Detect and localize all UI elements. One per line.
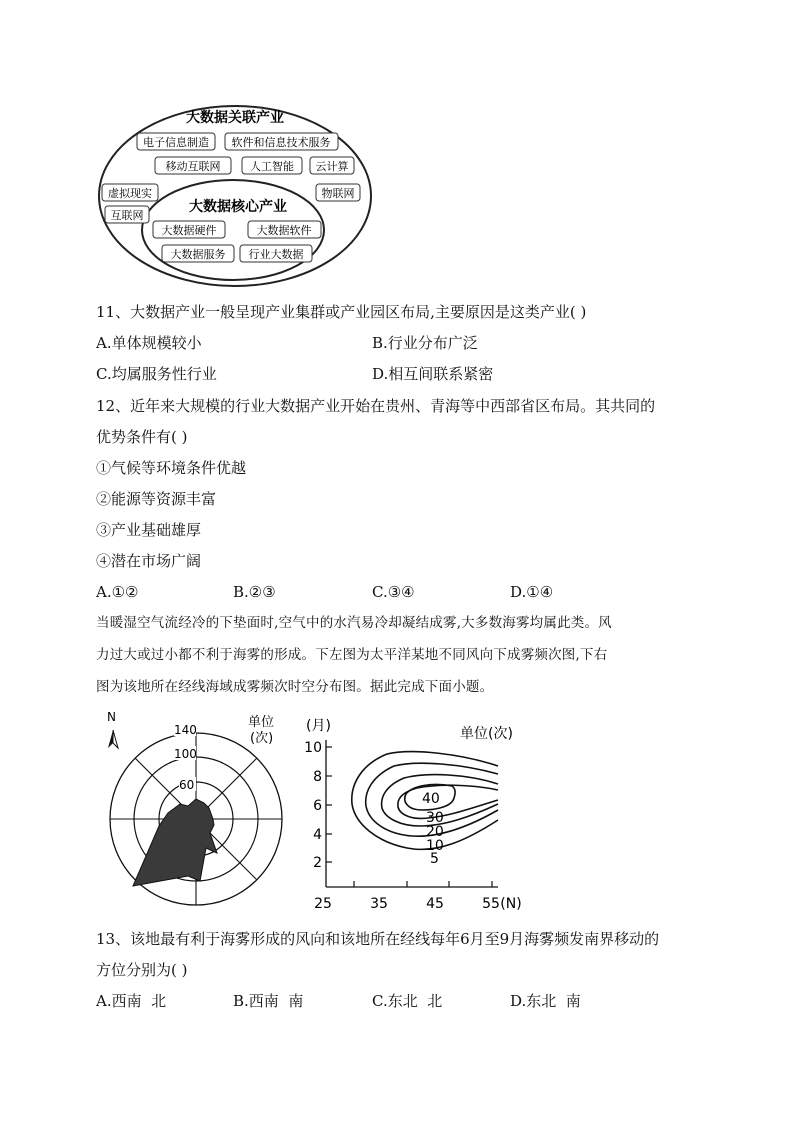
outer-item: 人工智能 (250, 160, 294, 173)
q12-option-a: A.①② (96, 583, 139, 601)
y-tick: 4 (313, 827, 322, 843)
contour-label: 30 (426, 810, 444, 826)
unit-label-sub: (次) (250, 731, 274, 746)
ring-label: 100 (174, 747, 197, 761)
q11-option-a: A.单体规模较小 (96, 334, 202, 352)
passage-line-1: 当暖湿空气流经冷的下垫面时,空气中的水汽易冷却凝结成雾,大多数海雾均属此类。风 (96, 615, 612, 631)
inner-item: 行业大数据 (248, 248, 304, 261)
ring-label: 140 (174, 723, 197, 737)
q12-stem-line2: 优势条件有( ) (96, 428, 188, 446)
outer-title: 大数据关联产业 (186, 110, 284, 126)
y-axis-label: (月) (306, 718, 331, 734)
q11-option-d: D.相互间联系紧密 (372, 365, 494, 383)
wind-rose-chart (96, 706, 296, 906)
passage-line-2: 力过大或过小都不利于海雾的形成。下左图为太平洋某地不同风向下成雾频次图,下右 (96, 647, 608, 663)
outer-item: 电子信息制造 (143, 136, 209, 149)
inner-item: 大数据软件 (256, 224, 312, 237)
industry-diagram (95, 100, 380, 290)
passage-line-3: 图为该地所在经线海域成雾频次时空分布图。据此完成下面小题。 (96, 679, 494, 695)
q11-stem: 11、大数据产业一般呈现产业集群或产业园区布局,主要原因是这类产业( ) (96, 303, 587, 321)
contour-label: 5 (430, 851, 439, 867)
y-tick: 8 (313, 769, 322, 785)
outer-item: 软件和信息技术服务 (231, 136, 331, 149)
q13-option-b: B.西南 南 (233, 992, 304, 1010)
unit-label: 单位(次) (460, 726, 513, 742)
contour-label: 10 (426, 838, 444, 854)
q13-option-a: A.西南 北 (96, 992, 167, 1010)
outer-item: 互联网 (110, 209, 144, 222)
outer-item: 虚拟现实 (108, 187, 152, 200)
q13-stem-line2: 方位分别为( ) (96, 961, 188, 979)
q11-option-b: B.行业分布广泛 (372, 334, 478, 352)
inner-item: 大数据服务 (170, 248, 226, 261)
contour-30 (398, 785, 498, 818)
outer-item: 云计算 (315, 160, 349, 173)
q12-option-d: D.①④ (510, 583, 554, 601)
y-tick: 10 (304, 740, 322, 756)
x-tick: 25 (314, 896, 332, 912)
fog-contour-chart (302, 712, 542, 917)
x-tick: 45 (426, 896, 444, 912)
q12-item-1: ①气候等环境条件优越 (96, 459, 247, 477)
outer-item: 物联网 (321, 187, 355, 200)
q12-item-3: ③产业基础雄厚 (96, 521, 202, 539)
ring-label: 60 (179, 778, 195, 792)
q13-option-d: D.东北 南 (510, 992, 581, 1010)
y-tick: 6 (313, 798, 322, 814)
x-tick: 35 (370, 896, 388, 912)
inner-item: 大数据硬件 (161, 224, 217, 237)
outer-item: 移动互联网 (165, 160, 221, 173)
contour-label: 20 (426, 824, 444, 840)
q12-item-4: ④潜在市场广阔 (96, 552, 202, 570)
x-unit: (N) (500, 896, 522, 912)
north-label: N (107, 710, 116, 724)
fog-frequency-area (133, 799, 217, 886)
q13-option-c: C.东北 北 (372, 992, 443, 1010)
y-tick: 2 (313, 855, 322, 871)
q12-option-b: B.②③ (233, 583, 276, 601)
north-arrow-icon (108, 730, 118, 748)
contour-label: 40 (422, 791, 440, 807)
q13-stem-line1: 13、该地最有利于海雾形成的风向和该地所在经线每年6月至9月海雾频发南界移动的 (96, 930, 660, 948)
inner-items (153, 221, 321, 262)
q12-option-c: C.③④ (372, 583, 415, 601)
q11-option-c: C.均属服务性行业 (96, 365, 217, 383)
unit-label: 单位 (248, 715, 275, 730)
q12-stem-line1: 12、近年来大规模的行业大数据产业开始在贵州、青海等中西部省区布局。其共同的 (96, 397, 656, 415)
x-tick: 55 (482, 896, 500, 912)
q12-item-2: ②能源等资源丰富 (96, 490, 217, 508)
inner-title: 大数据核心产业 (189, 199, 287, 215)
